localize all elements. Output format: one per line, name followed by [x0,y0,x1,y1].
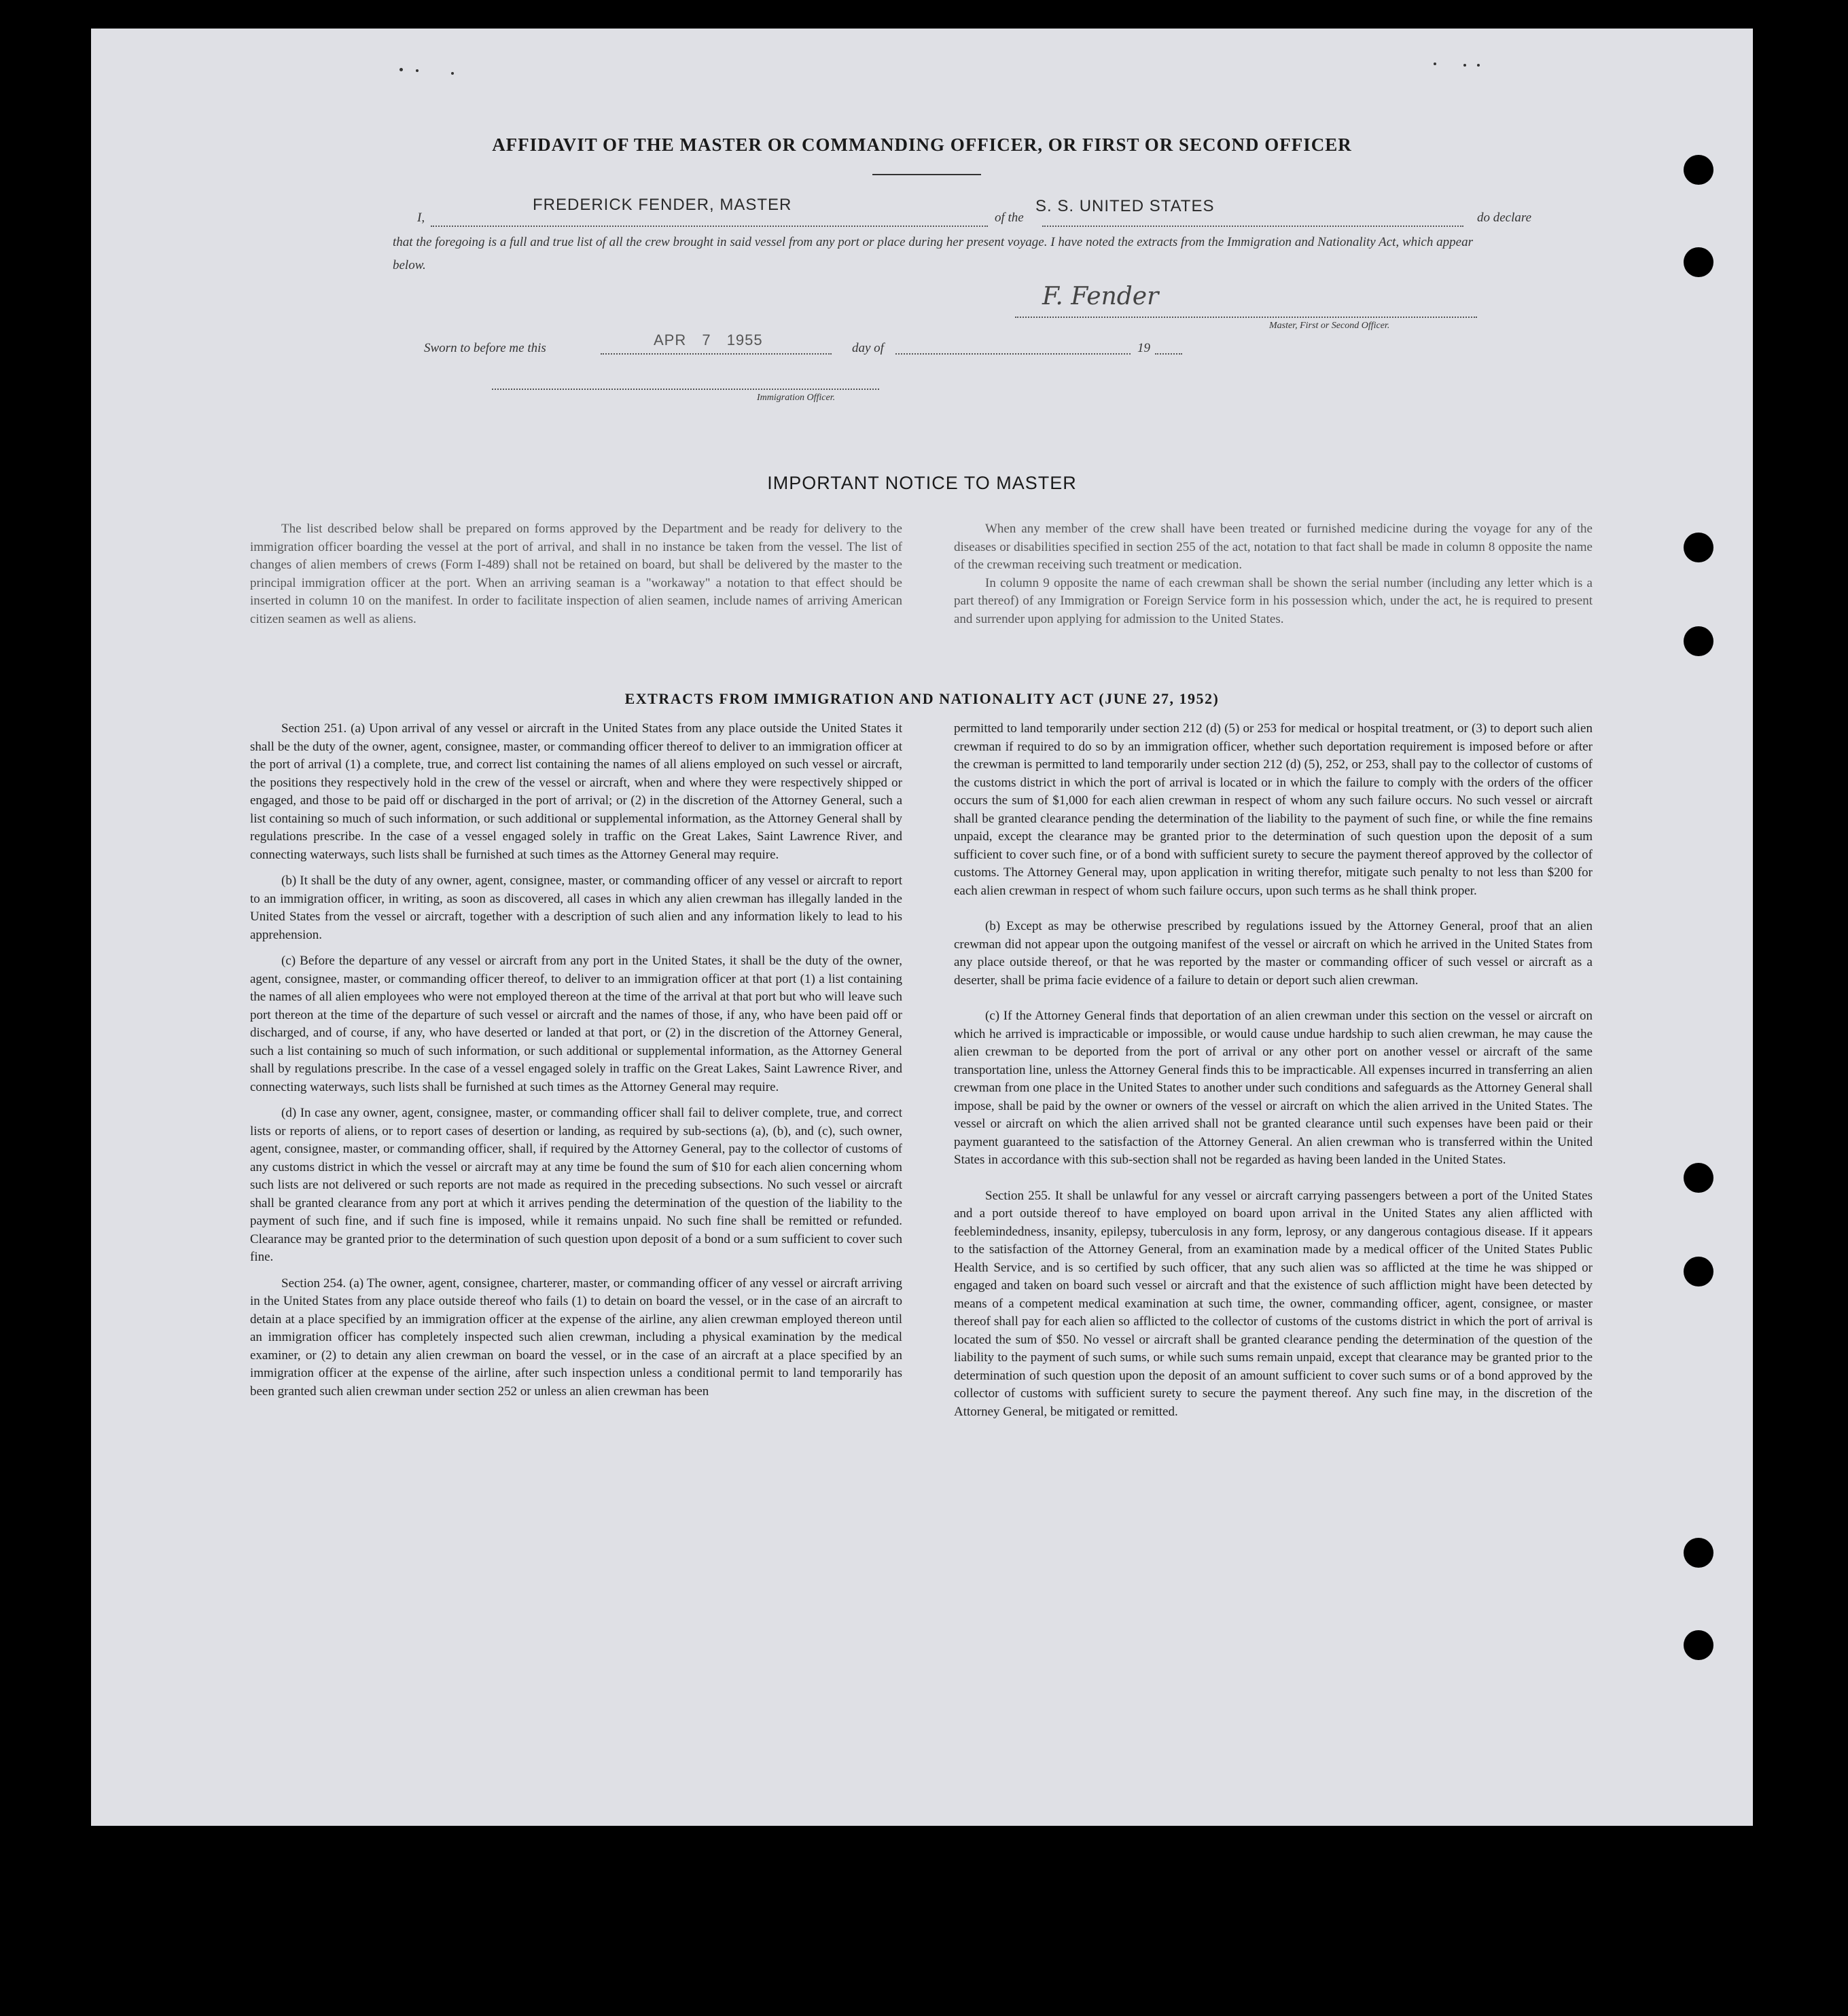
speck [399,68,403,71]
punch-hole [1684,1257,1713,1286]
notice-right-paragraph-2: In column 9 opposite the name of each crewman shall be shown the serial number (including any letter which is a part thereof) of any Immigration or Foreign Service form in his possession which, under the act, he is required to present and surrender upon applying for admission to the United States. [954,575,1593,626]
year-prefix: 19 [1137,341,1150,355]
notice-title: IMPORTANT NOTICE TO MASTER [767,473,1077,493]
month-line [895,353,1131,355]
section-254-a: Section 254. (a) The owner, agent, consignee, charterer, master, or commanding officer of any vessel or aircraft arriving in the United States from any place outside thereof who fails (1) to detain on board the vessel, or in the case of an aircraft to detain at a place specified by an immigration officer at the expense of the airline, any alien crewman employed thereon until an immigration officer has completely inspected such alien crewman, including a physical examination by the medical examiner, or (2) to detain any alien crewman on board the vessel, or in the case of an aircraft at a place specified by an immigration officer at the expense of the airline, after such inspection unless a conditional permit to land temporarily has been granted such alien crewman under section 252 or unless an alien crewman has been [250,1276,902,1399]
day-of-label: day of [852,341,884,355]
punch-hole [1684,533,1713,562]
extracts-title: EXTRACTS FROM IMMIGRATION AND NATIONALITY ACT (JUNE 27, 1952) [624,690,1220,707]
signature-line [1015,317,1477,318]
master-caption: Master, First or Second Officer. [1269,321,1390,331]
sworn-date-stamp: APR 7 1955 [654,331,763,348]
line1-prefix: I, [417,211,425,225]
name-line [431,226,988,227]
notice-left-text [250,520,902,628]
notice-right-paragraph-1: When any member of the crew shall have been treated or furnished medicine during the voyage for any of the diseases or disabilities specified in section 255 of the act, notation to that fact shall be made in column 8 opposite the name of the crewman receiving such treatment or medication. [954,522,1593,572]
officer-caption: Immigration Officer. [757,393,836,403]
punch-hole [1684,626,1713,656]
notice-left-paragraph: The list described below shall be prepared on forms approved by the Department and be ready for delivery to the immigration officer boarding the vessel at the port of arrival, and shall in no instance be taken from the vessel. The list of changes of alien members of crews (Form I-489) shall not be retained on board, but shall be delivered by the master to the principal immigration officer at the port. When an arriving seaman is a "workaway" a notation to that effect should be inserted in column 10 on the manifest. In order to facilitate inspection of alien seamen, include names of arriving American citizen seamen as well as aliens. [250,522,902,626]
declaration-text: that the foregoing is a full and true list of all the crew brought in said vessel from any port or place during her present voyage. I have noted the extracts from the Immigration and Nationality Act, which appear below. [393,235,1473,272]
affidavit-title: AFFIDAVIT OF THE MASTER OR COMMANDING OFFICER, OR FIRST OR SECOND OFFICER [492,134,1352,155]
speck [1434,62,1436,65]
punch-hole [1684,1163,1713,1193]
punch-hole [1684,247,1713,277]
section-251-c: (c) Before the departure of any vessel or aircraft from any port in the United States, it shall be the duty of the owner, agent, consignee, master, or commanding officer thereof, to deliver to an immigration officer at that port (1) a list containing the names of all alien employees who were not employed thereon at the time of the arrival at that port but who will leave such port thereon at the time of the departure of such vessel or aircraft and the names of those, if any, who have been paid off or discharged, and of course, if any, who have deserted or landed at that port, or (2) in the discretion of the Attorney General, such a list containing so much of such information, or such additional or supplemental information, as the Attorney General shall by regulations prescribe. In the case of a vessel engaged solely in traffic on the Great Lakes, Saint Lawrence River, and connecting waterways, such lists shall be furnished at such times as the Attorney General may require. [250,954,902,1094]
punch-hole [1684,1630,1713,1660]
section-254-a-continued: permitted to land temporarily under section 212 (d) (5) or 253 for medical or hospital treatment, or (3) to deport such alien crewman if required to do so by an immigration officer, whether such deportation requirement is imposed before or after the crewman is permitted to land temporarily under section 212 (d) (5), 252, or 253, shall pay to the collector of customs of the customs district in which the port of arrival is located or in which the failure to comply with the orders of the officer occurs the sum of $1,000 for each alien crewman in respect of whom any such failure occurs. No such vessel or aircraft shall be granted clearance pending the determination of the liability to the payment of such fine, or while the fine remains unpaid, except the clearance may be granted prior to the determination of such question upon the deposit of a sum sufficient to cover such fine, or of a bond with sufficient surety to secure the payment thereof approved by the collector of customs. The Attorney General may, upon application in writing therefor, mitigate such penalty to not less than $200 for each alien crewman in respect of whom such failure occurs, upon such terms as he shall think proper. [954,721,1593,898]
punch-hole [1684,1538,1713,1568]
section-251-b: (b) It shall be the duty of any owner, agent, consignee, master, or commanding officer of any vessel or aircraft to report to an immigration officer, in writing, as soon as discovered, all cases in which any alien crewman has illegally landed in the United States from the vessel or aircraft, together with a description of such alien and any information likely to lead to his apprehension. [250,874,902,942]
document-page [91,29,1753,1826]
section-251-d: (d) In case any owner, agent, consignee, master, or commanding officer shall fail to deliver complete, true, and correct lists or reports of aliens, or to report cases of desertion or landing, as required by sub-sections (a), (b), and (c), such owner, agent, consignee, master, or commanding officer, shall, if required by the Attorney General, pay to the collector of customs of any customs district in which the vessel or aircraft may at any time be found the sum of $10 for each alien concerning whom such lists are not delivered or such reports are not made as required in the preceding subsections. No such vessel or aircraft shall be granted clearance from any port at which it arrives pending the determination of the question of the liability to the payment of such fine, and if such fine is imposed, while it remains unpaid. No such fine shall be remitted or refunded. Clearance may be granted prior to the determination of such question upon deposit of a bond or a sum sufficient to cover such fine. [250,1106,902,1264]
sworn-prefix: Sworn to before me this [424,341,546,355]
year-line [1155,353,1182,355]
extracts-right-column [954,720,1593,1421]
extracts-left-column [250,720,902,1401]
vessel-name: S. S. UNITED STATES [1035,197,1215,215]
speck [1463,64,1466,67]
section-254-c: (c) If the Attorney General finds that deportation of an alien crewman under this section on the vessel or aircraft on which he arrived is impracticable or impossible, or would cause undue hardship to such alien crewman, he may cause the alien crewman to be deported from the port of arrival or any other port on another vessel or aircraft of the same transportation line, unless the Attorney General finds this to be impracticable. All expenses incurred in transferring an alien crewman from one place in the United States to another under such conditions and safeguards as the Attorney General shall impose, shall be paid by the owner or owners of the vessel or aircraft on which the alien arrived in the United States. The vessel or aircraft on which the alien arrived shall not be granted clearance until such expenses have been paid or their payment guaranteed to the satisfaction of the Attorney General. An alien crewman who is transferred within the United States in accordance with this sub-section shall not be regarded as having been landed in the United States. [954,1009,1593,1167]
notice-right-text [954,520,1593,628]
speck [451,72,454,75]
section-255: Section 255. It shall be unlawful for any vessel or aircraft carrying passengers between a port of the United States and a port outside thereof to have employed on board upon arrival in the United States any alien afflicted with feeblemindedness, insanity, epilepsy, tuberculosis in any form, leprosy, or any dangerous contagious disease. If it appears to the satisfaction of the Attorney General, from an examination made by a medical officer of the United States Public Health Service, and is so certified by such officer, that any such alien was so afflicted at the time he was shipped or engaged and taken on board such vessel or aircraft and that the existence of such affliction might have been detected by means of a competent medical examination at such time, the owner, commanding officer, agent, consignee, or master thereof shall pay for each alien so afflicted to the collector of customs of the customs district in which the port of arrival is located the sum of $50. No vessel or aircraft shall be granted clearance pending the determination of the question of the liability to the payment of such sums, or while such sums remain unpaid, except that clearance may be granted prior to the determination of such question upon the deposit of an amount sufficient to cover such sums or of a bond approved by the collector of customs with sufficient surety to secure the payment thereof. Any such fine may, in the discretion of the Attorney General, be mitigated or remitted. [954,1188,1593,1419]
line1-of: of the [995,211,1024,225]
line1-suffix: do declare [1477,211,1532,225]
punch-hole [1684,155,1713,185]
vessel-line [1042,226,1463,227]
sworn-date-line [601,353,832,355]
section-254-b: (b) Except as may be otherwise prescribed by regulations issued by the Attorney General, proof that an alien crewman did not appear upon the outgoing manifest of the vessel or aircraft on which he arrived in the United States from any place outside thereof, or that he was reported by the master or commanding officer of such vessel or aircraft as a deserter, shall be prima facie evidence of a failure to detain or deport such alien crewman. [954,919,1593,988]
officer-line [492,389,879,390]
master-signature: F. Fender [1042,283,1159,310]
master-name: FREDERICK FENDER, MASTER [533,196,792,214]
speck [416,69,419,72]
section-251-a: Section 251. (a) Upon arrival of any vessel or aircraft in the United States from any place outside the United States it shall be the duty of the owner, agent, consignee, master, or commanding officer thereof to deliver to an immigration officer at the port of arrival (1) a complete, true, and correct list containing the names of all aliens employed on such vessel or aircraft, the positions they respectively hold in the crew of the vessel or aircraft, when and where they were respectively shipped or engaged, and those to be paid off or discharged in the port of arrival; or (2) in the discretion of the Attorney General, such a list containing so much of such information, or such additional or supplemental information, as the Attorney General shall by regulations prescribe. In the case of a vessel engaged solely in traffic on the Great Lakes, Saint Lawrence River, and connecting waterways, such lists shall be furnished at such times as the Attorney General may require. [250,721,902,862]
speck [1477,64,1480,67]
title-rule [872,174,981,175]
